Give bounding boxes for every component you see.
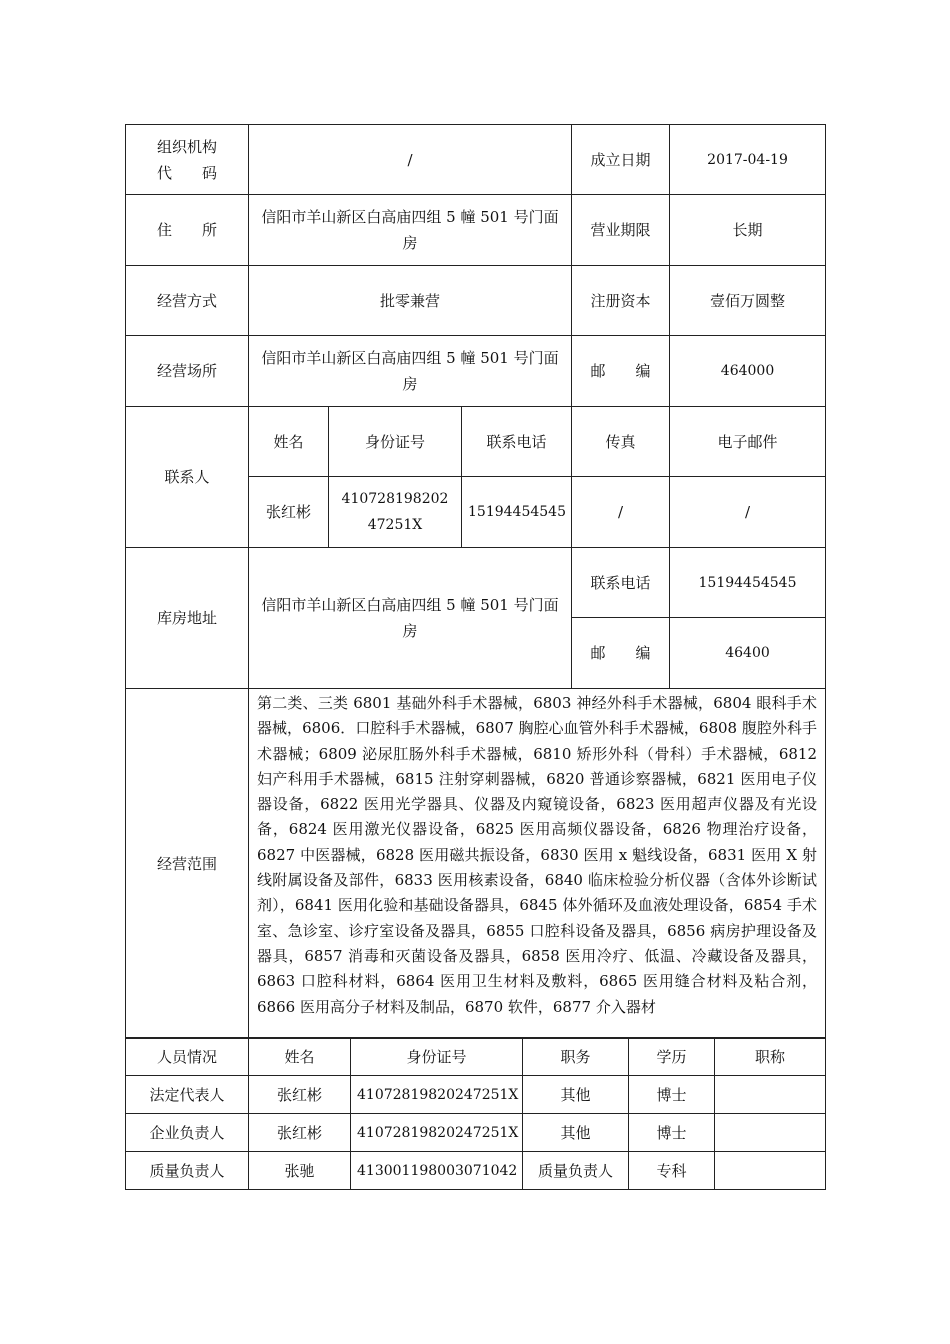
founded-value: 2017-04-19 [670,125,826,195]
contact-header-fax: 传真 [572,407,670,477]
warehouse-label: 库房地址 [126,548,249,689]
contact-fax: / [572,477,670,548]
personnel-title [715,1076,826,1114]
personnel-header-name: 姓名 [249,1038,351,1076]
warehouse-address: 信阳市羊山新区白高庙四组 5 幢 501 号门面房 [249,548,572,689]
contact-header-phone: 联系电话 [462,407,572,477]
personnel-position: 质量负责人 [523,1152,629,1190]
postcode-value: 464000 [670,336,826,407]
warehouse-phone-label: 联系电话 [572,548,670,618]
residence-value: 信阳市羊山新区白高庙四组 5 幢 501 号门面房 [249,195,572,266]
table-row [126,1076,826,1114]
personnel-table [125,1037,826,1190]
postcode-label: 邮 编 [572,336,670,407]
personnel-id: 413001198003071042 [351,1152,523,1190]
personnel-header-position: 职务 [523,1038,629,1076]
scope-text: 第二类、三类 6801 基础外科手术器械，6803 神经外科手术器械，6804 眼科手术器械，6806．口腔科手术器械，6807 胸腔心血管外科手术器械，6808 腹腔外科手术器械；6809 泌尿肛肠外科手术器械，6810 矫形外科（骨科）手术器械，6812 妇产科用手术器械，6815 注射穿刺器械，6820 普通诊察器械，6821 医用电子仪器设备，6822 医用光学器具、仪器及内窥镜设备，6823 医用超声仪器及有光设备，6824 医用激光仪器设备，6825 医用高频仪器设备，6826 物理治疗设备，6827 中医器械，6828 医用磁共振设备，6830 医用 x 魁线设备，6831 医用 X 射线附属设备及部件，6833 医用核素设备，6840 临床检验分析仪器（含体外诊断试剂），6841 医用化验和基础设备器具，6845 体外循环及血液处理设备，6854 手术室、急诊室、诊疗室设备及器具，6855 口腔科设备及器具，6856 病房护理设备及器具，6857 消毒和灭菌设备及器具，6858 医用冷疗、低温、冷藏设备及器具，6863 口腔科材料，6864 医用卫生材料及敷料，6865 医用缝合材料及粘合剂，6866 医用高分子材料及制品，6870 软件，6877 介入器材 [249,689,826,1039]
personnel-role: 质量负责人 [126,1152,249,1190]
personnel-title [715,1152,826,1190]
personnel-header-education: 学历 [629,1038,715,1076]
term-label: 营业期限 [572,195,670,266]
contact-header-name: 姓名 [249,407,329,477]
personnel-header-role: 人员情况 [126,1038,249,1076]
contact-phone: 15194454545 [462,477,572,548]
personnel-position: 其他 [523,1076,629,1114]
personnel-name: 张红彬 [249,1076,351,1114]
warehouse-phone-value: 15194454545 [670,548,826,618]
premises-value: 信阳市羊山新区白高庙四组 5 幢 501 号门面房 [249,336,572,407]
personnel-education: 博士 [629,1076,715,1114]
contact-header-id: 身份证号 [329,407,462,477]
personnel-education: 博士 [629,1114,715,1152]
personnel-role: 法定代表人 [126,1076,249,1114]
capital-value: 壹佰万圆整 [670,266,826,336]
contact-name: 张红彬 [249,477,329,548]
org-code-value: / [249,125,572,195]
personnel-header-id: 身份证号 [351,1038,523,1076]
mode-label: 经营方式 [126,266,249,336]
term-value: 长期 [670,195,826,266]
mode-value: 批零兼营 [249,266,572,336]
org-code-label: 组织机构 代 码 [126,125,249,195]
personnel-id: 41072819820247251X [351,1076,523,1114]
capital-label: 注册资本 [572,266,670,336]
personnel-name: 张驰 [249,1152,351,1190]
scope-label: 经营范围 [126,689,249,1039]
table-row [126,1152,826,1190]
warehouse-postcode-label: 邮 编 [572,618,670,689]
enterprise-info-grid [125,124,826,1039]
personnel-role: 企业负责人 [126,1114,249,1152]
personnel-title [715,1114,826,1152]
warehouse-postcode-value: 46400 [670,618,826,689]
contact-email: / [670,477,826,548]
premises-label: 经营场所 [126,336,249,407]
personnel-position: 其他 [523,1114,629,1152]
table-row [126,1114,826,1152]
personnel-header-title: 职称 [715,1038,826,1076]
contact-header-email: 电子邮件 [670,407,826,477]
residence-label: 住 所 [126,195,249,266]
contact-id: 41072819820247251X [329,477,462,548]
contact-section-label: 联系人 [126,407,249,548]
founded-label: 成立日期 [572,125,670,195]
personnel-name: 张红彬 [249,1114,351,1152]
personnel-education: 专科 [629,1152,715,1190]
personnel-id: 41072819820247251X [351,1114,523,1152]
